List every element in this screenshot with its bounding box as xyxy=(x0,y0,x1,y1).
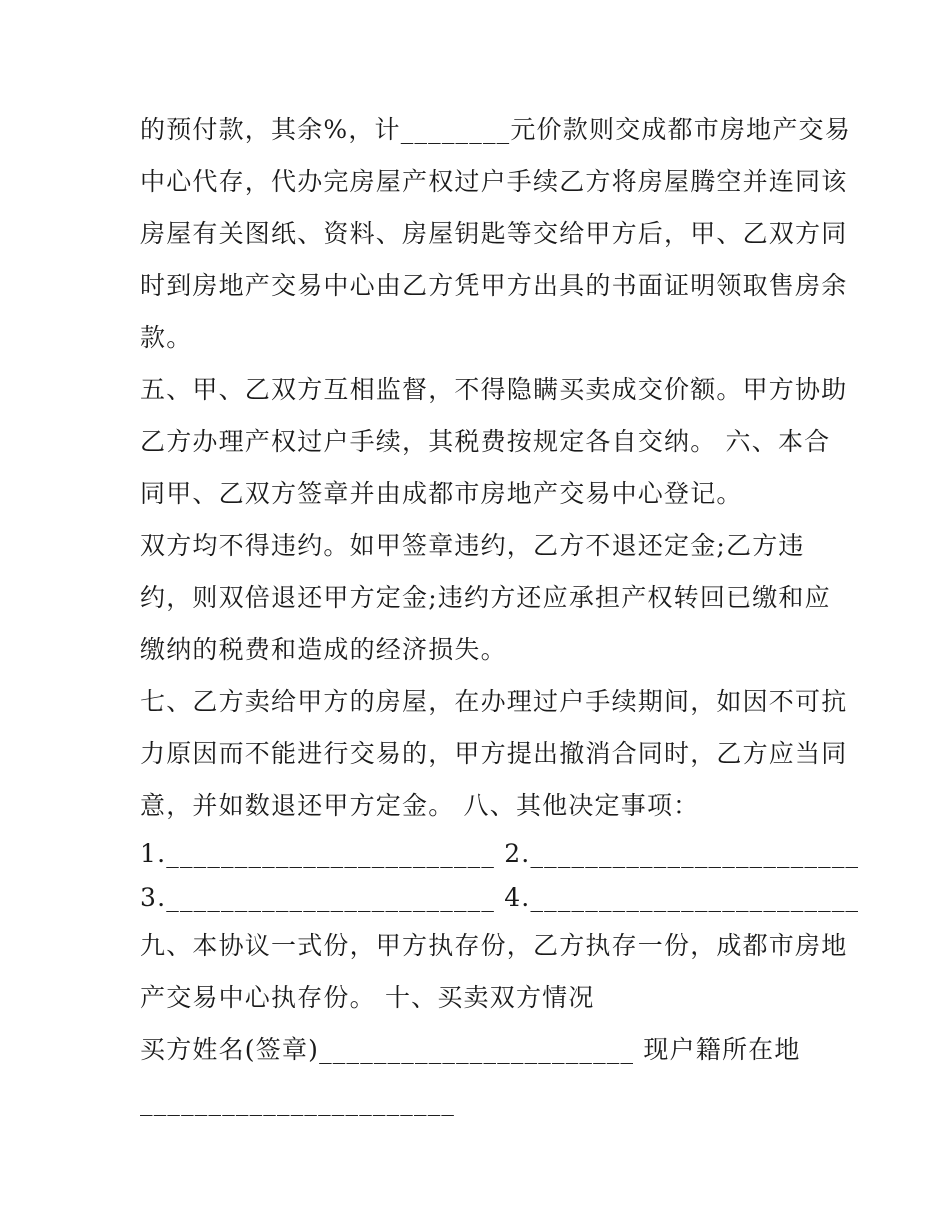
text-line-17: 九、本协议一式份，甲方执存份，乙方执存一份，成都市房地 xyxy=(140,931,848,960)
text-line-1: 的预付款，其余%，计________元价款则交成都市房地产交易 xyxy=(140,115,851,144)
text-line-2: 中心代存，代办完房屋产权过户手续乙方将房屋腾空并连同该 xyxy=(140,167,848,196)
text-line-8: 同甲、乙双方签章并由成都市房地产交易中心登记。 xyxy=(140,479,743,508)
text-line-14: 意，并如数退还甲方定金。 八、其他决定事项： xyxy=(140,791,700,820)
text-line-18: 产交易中心执存份。 十、买卖双方情况 xyxy=(140,983,595,1012)
blank-items-1-2: 1.________________________ 2.________________________ xyxy=(140,839,860,868)
text-line-11: 缴纳的税费和造成的经济损失。 xyxy=(140,635,507,664)
text-line-3: 房屋有关图纸、资料、房屋钥匙等交给甲方后，甲、乙双方同 xyxy=(140,219,848,248)
text-line-12: 七、乙方卖给甲方的房屋，在办理过户手续期间，如因不可抗 xyxy=(140,687,848,716)
text-line-7: 乙方办理产权过户手续，其税费按规定各自交纳。 六、本合 xyxy=(140,427,831,456)
text-line-4: 时到房地产交易中心由乙方凭甲方出具的书面证明领取售房余 xyxy=(140,271,848,300)
household-registration-blank: _______________________ xyxy=(140,1087,456,1116)
text-line-5: 款。 xyxy=(140,323,193,352)
document-page xyxy=(140,104,860,1128)
buyer-name-line: 买方姓名(签章)_______________________ 现户籍所在地 xyxy=(140,1035,801,1064)
text-line-10: 约，则双倍退还甲方定金;违约方还应承担产权转回已缴和应 xyxy=(140,583,831,612)
text-line-6: 五、甲、乙双方互相监督，不得隐瞒买卖成交价额。甲方协助 xyxy=(140,375,848,404)
text-line-13: 力原因而不能进行交易的，甲方提出撤消合同时，乙方应当同 xyxy=(140,739,848,768)
text-line-9: 双方均不得违约。如甲签章违约，乙方不退还定金;乙方违 xyxy=(140,531,805,560)
blank-items-3-4: 3.________________________ 4.________________________ xyxy=(140,883,860,912)
